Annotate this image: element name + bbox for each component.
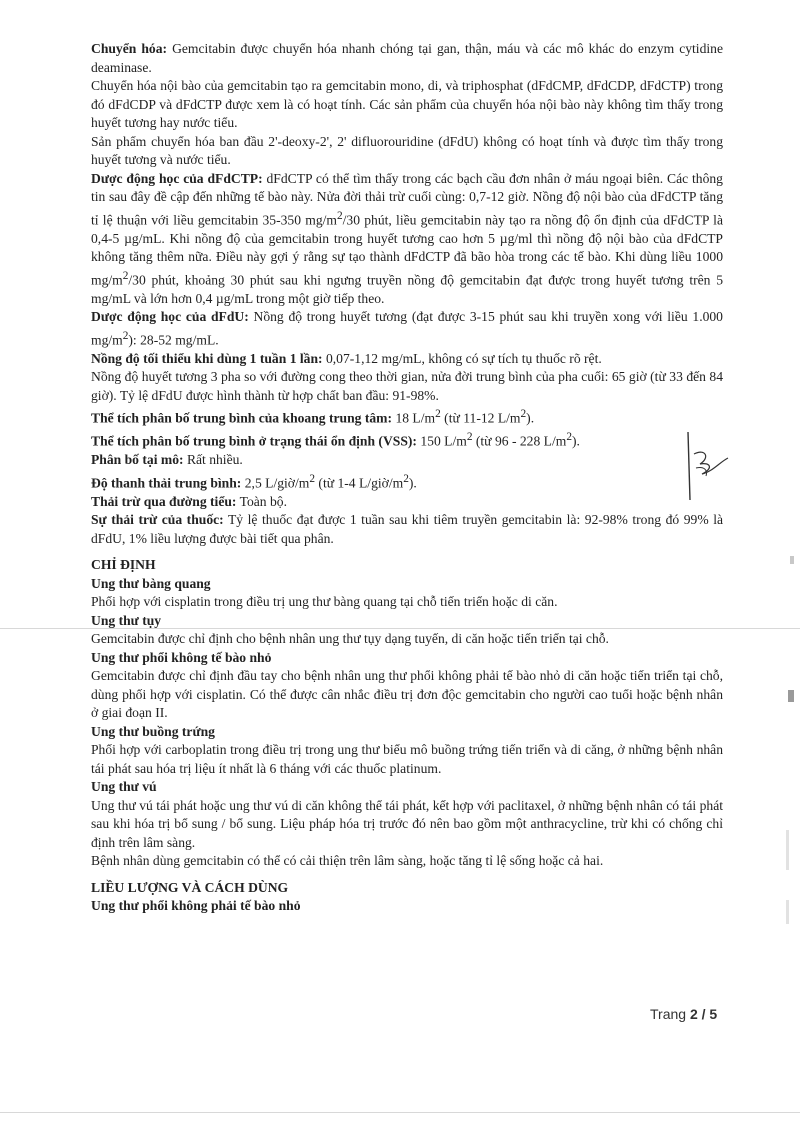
ovarian-cancer-heading: Ung thư buồng trứng	[91, 723, 215, 739]
page-current: 2	[689, 1006, 698, 1022]
page-total: 5	[709, 1006, 718, 1022]
page-number	[650, 1006, 717, 1022]
clearance-paragraph: Độ thanh thải trung bình: 2,5 $L/giờ/m^2$ (từ 1-4 $L/giờ/m^2$).	[91, 472, 417, 491]
triphasic-paragraph: Nồng độ huyết tương 3 pha so với đường cong theo thời gian, nửa đời trung bình của pha cuối: 65 giờ (từ 33 đến 84 giờ). Tỷ lệ dFdU được hình thành từ hợp chất ban đầu: 91-98%.	[91, 369, 723, 403]
page-separator: /	[701, 1006, 706, 1022]
dosage-heading: LIỀU LƯỢNG VÀ CÁCH DÙNG	[91, 879, 289, 895]
indications-heading: CHỈ ĐỊNH	[91, 557, 156, 573]
metabolism-paragraph: Chuyển hóa: Gemcitabin được chuyển hóa nhanh chóng tại gan, thận, máu và các mô khác do enzym cytidine deaminase.	[91, 41, 723, 75]
nsclc-text: Gemcitabin được chỉ định đầu tay cho bệnh nhân ung thư phổi không phải tế bào nhỏ di căn hoặc tiến triển tại chỗ, dùng phối hợp với cisplatin. Có thể được cân nhắc điều trị đơn độc gemcitabin cho người cao tuổi hoặc bệnh nhân ở giai đoạn II.	[91, 668, 723, 721]
intracellular-metabolism-paragraph: Chuyển hóa nội bào của gemcitabin tạo ra gemcitabin mono, di, và triphosphat (dFdCMP, dFdCDP, dFdCTP) trong đó dFdCDP và dFdCTP được xem là có hoạt tính. Các sản phẩm của chuyển hóa nội bào này không tìm thấy trong huyết tương hay nước tiểu.	[91, 78, 723, 130]
drug-excretion-paragraph: Sự thải trừ của thuốc: Tỷ lệ thuốc đạt được 1 tuần sau khi tiêm truyền gemcitabin là: 92-98% trong đó 99% là dFdU, 1% liều lượng được bài tiết qua phân.	[91, 512, 724, 546]
ovarian-cancer-text: Phối hợp với carboplatin trong điều trị trong ung thư biểu mô buồng trứng tiến triển và di căng, ở những bệnh nhân tái phát sau hóa trị liệu ít nhất là 6 tháng với các thuốc platinum.	[91, 742, 723, 776]
clinical-benefit-text: Bệnh nhân dùng gemcitabin có thể có cải thiện trên lâm sàng, hoặc tăng tỉ lệ sống hoặc cả hai.	[91, 853, 604, 869]
urinary-excretion-paragraph: Thải trừ qua đường tiểu: Toàn bộ.	[91, 493, 287, 509]
bladder-cancer-text: Phối hợp với cisplatin trong điều trị ung thư bàng quang tại chỗ tiến triển hoặc di căn.	[91, 594, 558, 610]
vss-paragraph: Thể tích phân bố trung bình ở trạng thái ổn định (VSS): 150 $L/m^2$ (từ 96 - 228 $L/m^2$).	[91, 431, 580, 449]
dosage-nsclc-heading: Ung thư phổi không phải tế bào nhỏ	[91, 898, 301, 914]
dfdu-metabolite-paragraph: Sản phẩm chuyển hóa ban đầu 2'-deoxy-2', 2' difluorouridine (dFdU) không có hoạt tính và được tìm thấy trong huyết tương và nước tiểu.	[91, 133, 723, 167]
breast-cancer-heading: Ung thư vú	[91, 779, 157, 795]
document-body	[91, 40, 723, 916]
bladder-cancer-heading: Ung thư bàng quang	[91, 575, 211, 591]
dfdctp-pk-paragraph: Dược động học của dFdCTP: dFdCTP có thể tìm thấy trong các bạch cầu đơn nhân ở máu ngoại biên. Các thông tin sau đây đề cập đến những tế bào này. Nửa đời thải trừ cuối cùng: 0,7-12 giờ. Nồng độ nội bào của dFdCTP tăng tỉ lệ thuận với liều gemcitabin 35-350 $mg/m^2/30$ phút, liều gemcitabin này tạo ra nồng độ ổn định của dFdCTP là 0,4-5 µg/mL. Khi nồng độ của gemcitabin trong huyết tương cao hơn 5 µg/ml thì nồng độ nội bào của dFdCTP không tăng thêm nữa. Điều này gợi ý rằng sự tạo thành dFdCTP đã bão hòa trong các tế bào. Khi dùng liều 1000 $mg/m^2/30$ phút, khoảng 30 phút sau khi ngưng truyền nồng độ gemcitabin đạt được trong huyết tương trên 5 mg/mL và lớn hơn 0,4 µg/mL trong một giờ tiếp theo.	[91, 170, 723, 306]
trough-paragraph: Nồng độ tối thiểu khi dùng 1 tuần 1 lần: 0,07-1,12 mg/mL, không có sự tích tụ thuốc rõ rệt.	[91, 350, 602, 366]
breast-cancer-text: Ung thư vú tái phát hoặc ung thư vú di căn không thể tái phát, kết hợp với paclitaxel, ở những bệnh nhân có tái phát sau khi hóa trị bổ sung / bổ sung. Liệu pháp hóa trị trước đó nên bao gồm một anthracycline, trừ khi có chống chỉ định trên lâm sàng.	[91, 797, 723, 850]
pancreatic-cancer-heading: Ung thư tụy	[91, 612, 162, 628]
pancreatic-cancer-text: Gemcitabin được chỉ định cho bệnh nhân ung thư tụy dạng tuyến, di căn hoặc tiến triển tại chỗ.	[91, 631, 609, 647]
central-volume-paragraph: Thể tích phân bố trung bình của khoang trung tâm: 18 $L/m^2$ (từ 11-12 $L/m^2$).	[91, 408, 535, 426]
page-label: Trang	[650, 1006, 687, 1022]
dfdu-pk-paragraph: Dược động học của dFdU: Nồng độ trong huyết tương (đạt được 3-15 phút sau khi truyền xong với liều 1.000 $mg/m^2$): 28-52 mg/mL.	[91, 309, 723, 348]
nsclc-heading: Ung thư phổi không tế bào nhỏ	[91, 649, 272, 665]
tissue-distribution-paragraph: Phân bố tại mô: Rất nhiều.	[91, 452, 243, 468]
